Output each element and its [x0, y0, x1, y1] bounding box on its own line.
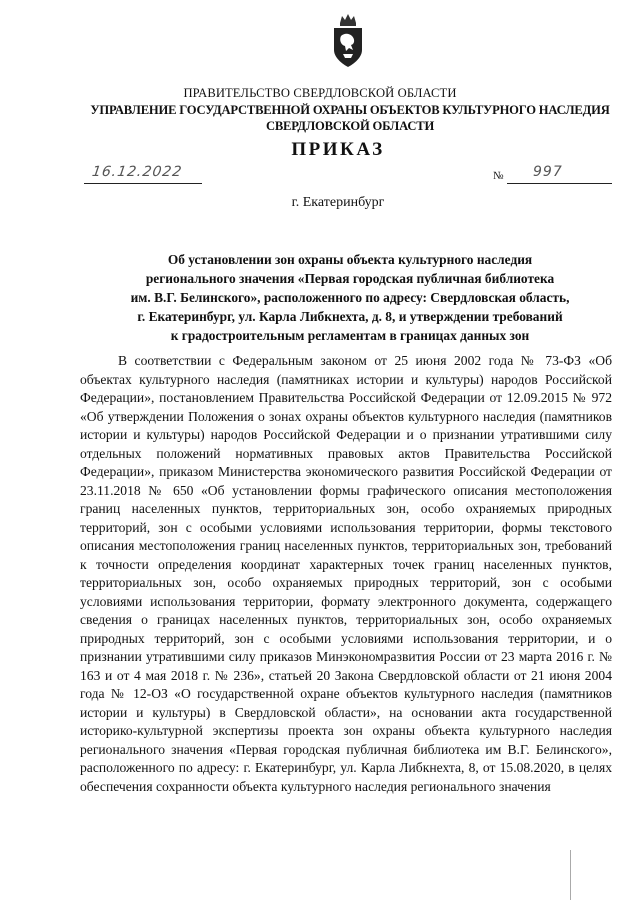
date-field [84, 166, 202, 184]
number-field [507, 166, 612, 184]
department-line-1: УПРАВЛЕНИЕ ГОСУДАРСТВЕННОЙ ОХРАНЫ ОБЪЕКТОВ КУЛЬТУРНОГО НАСЛЕДИЯ [90, 103, 610, 117]
body-paragraph: В соответствии с Федеральным законом от 25 июня 2002 года № 73-ФЗ «Об объектах культурного наследия (памятниках истории и культуры) народов Российской Федерации», постановлением Правительства Российской Федерации от 12.09.2015 № 972 «Об утверждении Положения о зонах охраны объектов культурного наследия (памятников истории и культуры) народов Российской Федерации и о признании утратившими силу отдельных положений нормативных правовых актов Правительства Российской Федерации», приказом Министерства экономического развития Российской Федерации от 23.11.2018 № 650 «Об установлении формы графического описания местоположения границ населенных пунктов, территориальных зон, особо охраняемых природных территорий, зон с особыми условиями использования территории, формы текстового описания местоположения границ населенных пунктов, территориальных зон, требований к точности определения координат характерных точек границ населенных пунктов, территориальных зон, особо охраняемых природных территорий, зон с особыми условиями использования территории, формату электронного документа, содержащего сведения о границах населенных пунктов, территориальных зон, особо охраняемых природных территорий, зон с особыми условиями использования территории, и о признании утратившими силу приказов Минэкономразвития России от 23 марта 2016 г. № 163 и от 4 мая 2018 г. № 236», статьей 20 Закона Свердловской области от 21 июня 2004 года № 12-ОЗ «О государственной охране объектов культурного наследия (памятников истории и культуры) в Свердловской области», на основании акта государственной историко-культурной экспертизы проекта зон охраны объекта культурного наследия регионального значения «Первая городская публичная библиотека им В.Г. Белинского», расположенного по адресу: г. Екатеринбург, ул. Карла Либкнехта, 8, от 15.08.2020, в целях обеспечения сохранности объекта культурного наследия регионального значения [80, 353, 612, 794]
handwritten-number: 997 [533, 164, 563, 180]
title-line: регионального значения «Первая городская публичная библиотека [145, 271, 555, 286]
department-line-2: СВЕРДЛОВСКОЙ ОБЛАСТИ [265, 119, 435, 133]
title-line: к градостроительным регламентам в границах данных зон [170, 328, 530, 343]
document-title [90, 250, 610, 345]
title-line: им. В.Г. Белинского», расположенного по адресу: Свердловская область, [130, 290, 570, 305]
handwritten-date: 16.12.2022 [90, 164, 184, 180]
city-name: г. Екатеринбург [291, 195, 385, 210]
number-label: № [493, 170, 504, 182]
title-line: г. Екатеринбург, ул. Карла Либкнехта, д. 8, и утверждении требований [137, 309, 563, 324]
document-body [80, 352, 612, 796]
government-name: ПРАВИТЕЛЬСТВО СВЕРДЛОВСКОЙ ОБЛАСТИ [183, 86, 457, 100]
margin-line [570, 850, 571, 900]
document-type: ПРИКАЗ [291, 139, 385, 160]
coat-of-arms-icon [331, 14, 365, 68]
title-line: Об установлении зон охраны объекта культурного наследия [167, 252, 533, 267]
department-name [40, 102, 640, 134]
